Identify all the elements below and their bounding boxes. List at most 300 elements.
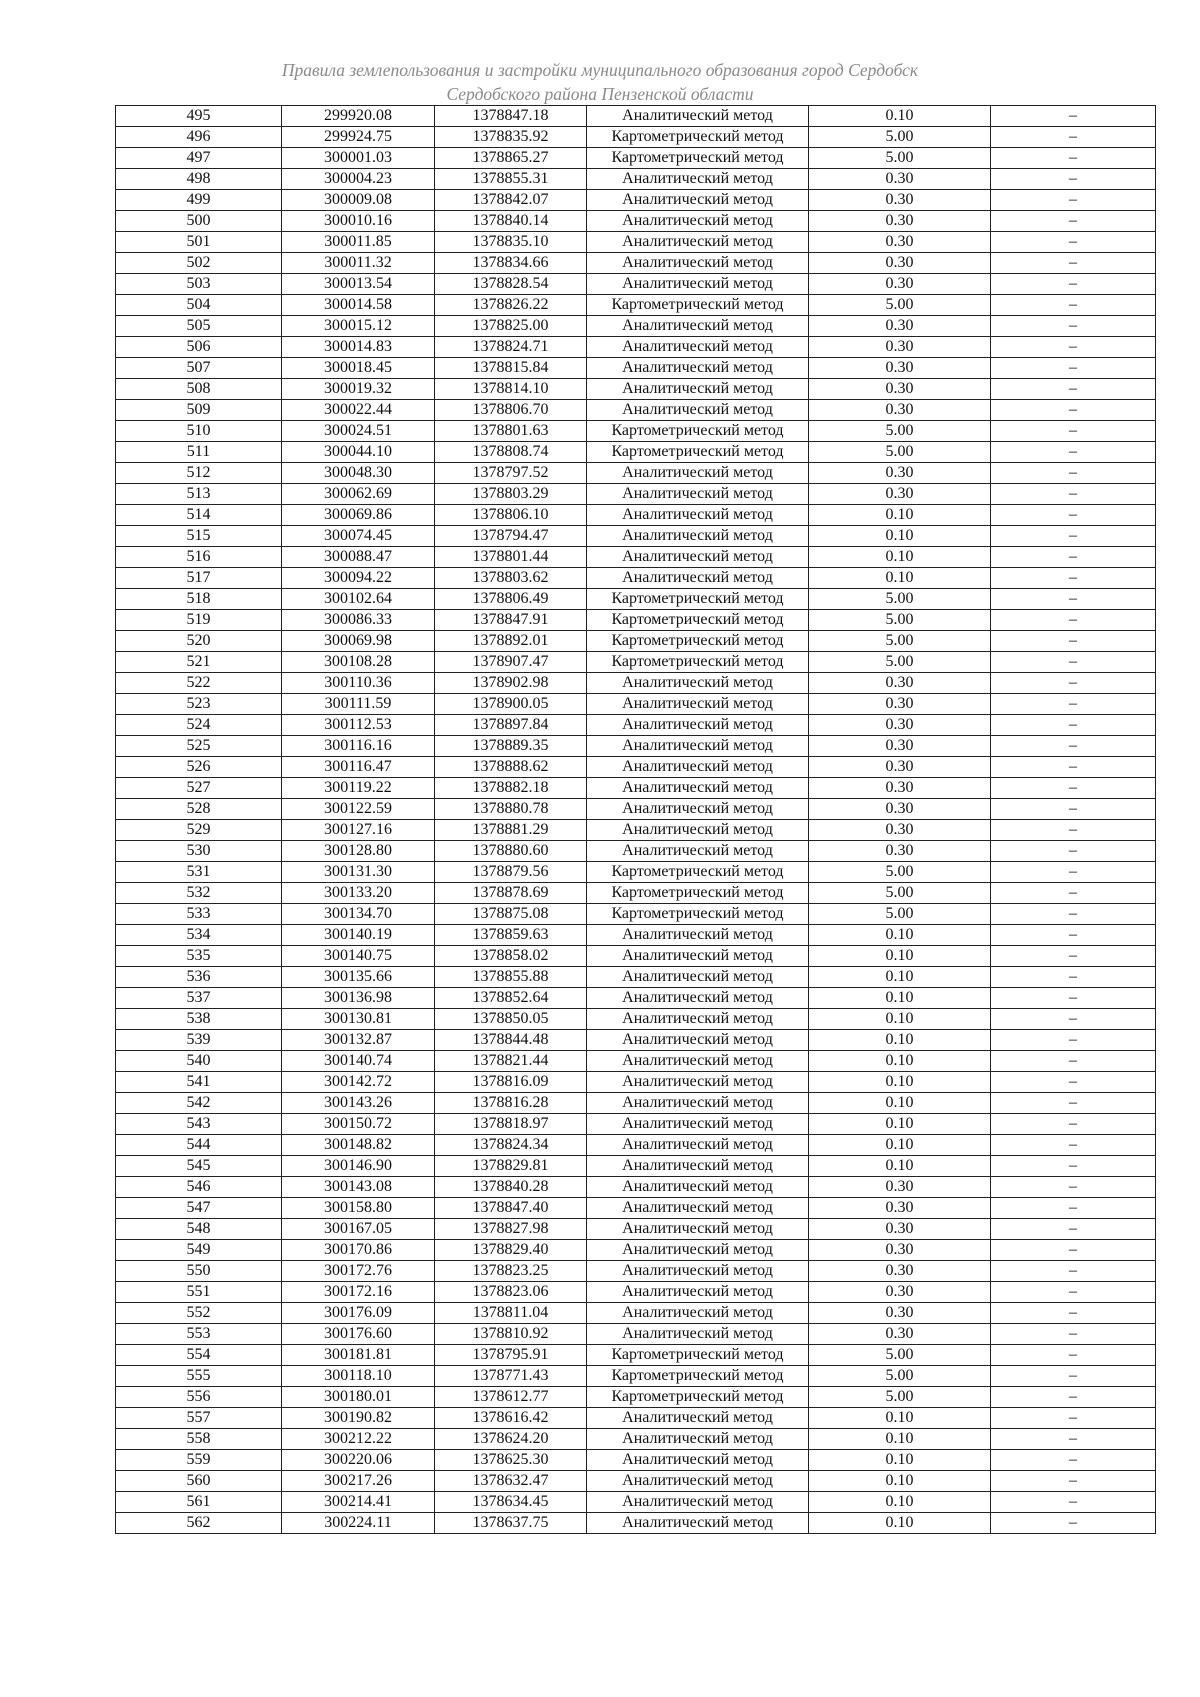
accuracy-cell: 0.10 (809, 1009, 991, 1030)
description-cell: – (991, 1072, 1156, 1093)
y-coordinate-cell: 1378881.29 (435, 820, 587, 841)
x-coordinate-cell: 300024.51 (282, 421, 435, 442)
table-row (116, 253, 1156, 274)
y-coordinate-cell: 1378842.07 (435, 190, 587, 211)
y-coordinate-cell: 1378632.47 (435, 1471, 587, 1492)
accuracy-cell: 5.00 (809, 610, 991, 631)
accuracy-cell: 0.10 (809, 1030, 991, 1051)
x-coordinate-cell: 300011.32 (282, 253, 435, 274)
method-cell: Аналитический метод (587, 505, 809, 526)
point-number-cell: 509 (116, 400, 282, 421)
x-coordinate-cell: 300122.59 (282, 799, 435, 820)
point-number-cell: 507 (116, 358, 282, 379)
description-cell: – (991, 1492, 1156, 1513)
y-coordinate-cell: 1378907.47 (435, 652, 587, 673)
table-row (116, 904, 1156, 925)
point-number-cell: 518 (116, 589, 282, 610)
x-coordinate-cell: 300069.86 (282, 505, 435, 526)
table-row (116, 232, 1156, 253)
y-coordinate-cell: 1378815.84 (435, 358, 587, 379)
table-row (116, 673, 1156, 694)
description-cell: – (991, 1345, 1156, 1366)
table-row (116, 211, 1156, 232)
x-coordinate-cell: 300112.53 (282, 715, 435, 736)
point-number-cell: 550 (116, 1261, 282, 1282)
method-cell: Аналитический метод (587, 988, 809, 1009)
x-coordinate-cell: 300048.30 (282, 463, 435, 484)
x-coordinate-cell: 300140.75 (282, 946, 435, 967)
method-cell: Аналитический метод (587, 568, 809, 589)
accuracy-cell: 0.30 (809, 736, 991, 757)
y-coordinate-cell: 1378794.47 (435, 526, 587, 547)
point-number-cell: 504 (116, 295, 282, 316)
header-line-2: Сердобского района Пензенской области (446, 84, 754, 104)
x-coordinate-cell: 300134.70 (282, 904, 435, 925)
point-number-cell: 523 (116, 694, 282, 715)
point-number-cell: 546 (116, 1177, 282, 1198)
description-cell: – (991, 1219, 1156, 1240)
method-cell: Картометрический метод (587, 127, 809, 148)
x-coordinate-cell: 300018.45 (282, 358, 435, 379)
point-number-cell: 557 (116, 1408, 282, 1429)
x-coordinate-cell: 300148.82 (282, 1135, 435, 1156)
table-row (116, 1450, 1156, 1471)
method-cell: Аналитический метод (587, 169, 809, 190)
method-cell: Аналитический метод (587, 1198, 809, 1219)
point-number-cell: 533 (116, 904, 282, 925)
y-coordinate-cell: 1378858.02 (435, 946, 587, 967)
description-cell: – (991, 1513, 1156, 1534)
x-coordinate-cell: 300140.19 (282, 925, 435, 946)
method-cell: Аналитический метод (587, 547, 809, 568)
x-coordinate-cell: 300116.47 (282, 757, 435, 778)
table-row (116, 1114, 1156, 1135)
description-cell: – (991, 1030, 1156, 1051)
x-coordinate-cell: 300143.08 (282, 1177, 435, 1198)
y-coordinate-cell: 1378811.04 (435, 1303, 587, 1324)
method-cell: Аналитический метод (587, 1177, 809, 1198)
table-row (116, 1471, 1156, 1492)
y-coordinate-cell: 1378847.18 (435, 106, 587, 127)
table-row (116, 967, 1156, 988)
accuracy-cell: 0.30 (809, 1303, 991, 1324)
y-coordinate-cell: 1378797.52 (435, 463, 587, 484)
y-coordinate-cell: 1378634.45 (435, 1492, 587, 1513)
y-coordinate-cell: 1378880.60 (435, 841, 587, 862)
x-coordinate-cell: 300158.80 (282, 1198, 435, 1219)
table-row (116, 715, 1156, 736)
accuracy-cell: 0.30 (809, 1177, 991, 1198)
accuracy-cell: 5.00 (809, 883, 991, 904)
table-row (116, 1093, 1156, 1114)
method-cell: Аналитический метод (587, 694, 809, 715)
point-number-cell: 562 (116, 1513, 282, 1534)
y-coordinate-cell: 1378847.91 (435, 610, 587, 631)
method-cell: Аналитический метод (587, 967, 809, 988)
point-number-cell: 530 (116, 841, 282, 862)
x-coordinate-cell: 300172.76 (282, 1261, 435, 1282)
point-number-cell: 522 (116, 673, 282, 694)
description-cell: – (991, 967, 1156, 988)
point-number-cell: 547 (116, 1198, 282, 1219)
point-number-cell: 544 (116, 1135, 282, 1156)
description-cell: – (991, 652, 1156, 673)
accuracy-cell: 0.10 (809, 1408, 991, 1429)
description-cell: – (991, 820, 1156, 841)
accuracy-cell: 0.30 (809, 463, 991, 484)
accuracy-cell: 0.10 (809, 106, 991, 127)
x-coordinate-cell: 300150.72 (282, 1114, 435, 1135)
y-coordinate-cell: 1378855.88 (435, 967, 587, 988)
table-row (116, 505, 1156, 526)
accuracy-cell: 0.10 (809, 1072, 991, 1093)
y-coordinate-cell: 1378810.92 (435, 1324, 587, 1345)
table-row (116, 274, 1156, 295)
point-number-cell: 506 (116, 337, 282, 358)
table-row (116, 295, 1156, 316)
y-coordinate-cell: 1378637.75 (435, 1513, 587, 1534)
description-cell: – (991, 253, 1156, 274)
table-row (116, 1303, 1156, 1324)
x-coordinate-cell: 300220.06 (282, 1450, 435, 1471)
method-cell: Картометрический метод (587, 589, 809, 610)
method-cell: Аналитический метод (587, 1051, 809, 1072)
accuracy-cell: 5.00 (809, 589, 991, 610)
description-cell: – (991, 1282, 1156, 1303)
x-coordinate-cell: 300118.10 (282, 1366, 435, 1387)
method-cell: Картометрический метод (587, 148, 809, 169)
x-coordinate-cell: 300131.30 (282, 862, 435, 883)
x-coordinate-cell: 300217.26 (282, 1471, 435, 1492)
description-cell: – (991, 904, 1156, 925)
x-coordinate-cell: 300062.69 (282, 484, 435, 505)
point-number-cell: 551 (116, 1282, 282, 1303)
point-number-cell: 532 (116, 883, 282, 904)
y-coordinate-cell: 1378852.64 (435, 988, 587, 1009)
method-cell: Аналитический метод (587, 757, 809, 778)
description-cell: – (991, 337, 1156, 358)
x-coordinate-cell: 300170.86 (282, 1240, 435, 1261)
accuracy-cell: 0.10 (809, 1156, 991, 1177)
table-row (116, 1051, 1156, 1072)
accuracy-cell: 0.10 (809, 925, 991, 946)
accuracy-cell: 5.00 (809, 1366, 991, 1387)
accuracy-cell: 0.10 (809, 1471, 991, 1492)
description-cell: – (991, 778, 1156, 799)
table-row (116, 736, 1156, 757)
description-cell: – (991, 1387, 1156, 1408)
description-cell: – (991, 106, 1156, 127)
x-coordinate-cell: 300011.85 (282, 232, 435, 253)
accuracy-cell: 0.10 (809, 988, 991, 1009)
method-cell: Аналитический метод (587, 274, 809, 295)
method-cell: Аналитический метод (587, 1408, 809, 1429)
y-coordinate-cell: 1378806.49 (435, 589, 587, 610)
point-number-cell: 497 (116, 148, 282, 169)
table-row (116, 1240, 1156, 1261)
point-number-cell: 521 (116, 652, 282, 673)
table-row (116, 1177, 1156, 1198)
x-coordinate-cell: 300088.47 (282, 547, 435, 568)
table-row (116, 1492, 1156, 1513)
method-cell: Аналитический метод (587, 1072, 809, 1093)
description-cell: – (991, 673, 1156, 694)
x-coordinate-cell: 300172.16 (282, 1282, 435, 1303)
x-coordinate-cell: 300176.09 (282, 1303, 435, 1324)
x-coordinate-cell: 300074.45 (282, 526, 435, 547)
point-number-cell: 505 (116, 316, 282, 337)
description-cell: – (991, 1450, 1156, 1471)
table-row (116, 337, 1156, 358)
y-coordinate-cell: 1378844.48 (435, 1030, 587, 1051)
x-coordinate-cell: 300086.33 (282, 610, 435, 631)
method-cell: Аналитический метод (587, 1492, 809, 1513)
point-number-cell: 527 (116, 778, 282, 799)
page-header (0, 58, 1200, 106)
y-coordinate-cell: 1378814.10 (435, 379, 587, 400)
method-cell: Аналитический метод (587, 1324, 809, 1345)
accuracy-cell: 0.10 (809, 1450, 991, 1471)
point-number-cell: 520 (116, 631, 282, 652)
point-number-cell: 508 (116, 379, 282, 400)
y-coordinate-cell: 1378801.63 (435, 421, 587, 442)
description-cell: – (991, 1471, 1156, 1492)
description-cell: – (991, 610, 1156, 631)
x-coordinate-cell: 299920.08 (282, 106, 435, 127)
y-coordinate-cell: 1378612.77 (435, 1387, 587, 1408)
method-cell: Аналитический метод (587, 946, 809, 967)
accuracy-cell: 0.30 (809, 778, 991, 799)
table-row (116, 925, 1156, 946)
method-cell: Картометрический метод (587, 1345, 809, 1366)
coordinates-table-body (116, 106, 1156, 1534)
table-row (116, 169, 1156, 190)
x-coordinate-cell: 300009.08 (282, 190, 435, 211)
x-coordinate-cell: 300176.60 (282, 1324, 435, 1345)
x-coordinate-cell: 300004.23 (282, 169, 435, 190)
description-cell: – (991, 736, 1156, 757)
description-cell: – (991, 715, 1156, 736)
accuracy-cell: 0.30 (809, 694, 991, 715)
table-row (116, 1156, 1156, 1177)
y-coordinate-cell: 1378850.05 (435, 1009, 587, 1030)
point-number-cell: 561 (116, 1492, 282, 1513)
x-coordinate-cell: 300130.81 (282, 1009, 435, 1030)
point-number-cell: 536 (116, 967, 282, 988)
description-cell: – (991, 631, 1156, 652)
y-coordinate-cell: 1378847.40 (435, 1198, 587, 1219)
point-number-cell: 525 (116, 736, 282, 757)
description-cell: – (991, 1177, 1156, 1198)
method-cell: Картометрический метод (587, 862, 809, 883)
y-coordinate-cell: 1378801.44 (435, 547, 587, 568)
method-cell: Аналитический метод (587, 1240, 809, 1261)
method-cell: Аналитический метод (587, 1156, 809, 1177)
method-cell: Аналитический метод (587, 1135, 809, 1156)
table-row (116, 778, 1156, 799)
description-cell: – (991, 484, 1156, 505)
description-cell: – (991, 1156, 1156, 1177)
accuracy-cell: 5.00 (809, 862, 991, 883)
accuracy-cell: 5.00 (809, 127, 991, 148)
accuracy-cell: 5.00 (809, 1387, 991, 1408)
method-cell: Картометрический метод (587, 1387, 809, 1408)
accuracy-cell: 0.30 (809, 400, 991, 421)
method-cell: Аналитический метод (587, 1093, 809, 1114)
description-cell: – (991, 169, 1156, 190)
accuracy-cell: 0.30 (809, 169, 991, 190)
y-coordinate-cell: 1378840.28 (435, 1177, 587, 1198)
table-row (116, 547, 1156, 568)
accuracy-cell: 0.30 (809, 820, 991, 841)
method-cell: Картометрический метод (587, 421, 809, 442)
method-cell: Картометрический метод (587, 442, 809, 463)
point-number-cell: 556 (116, 1387, 282, 1408)
x-coordinate-cell: 300127.16 (282, 820, 435, 841)
accuracy-cell: 0.10 (809, 1135, 991, 1156)
table-row (116, 379, 1156, 400)
x-coordinate-cell: 300140.74 (282, 1051, 435, 1072)
x-coordinate-cell: 300119.22 (282, 778, 435, 799)
table-row (116, 568, 1156, 589)
y-coordinate-cell: 1378816.09 (435, 1072, 587, 1093)
description-cell: – (991, 379, 1156, 400)
table-row (116, 127, 1156, 148)
accuracy-cell: 0.30 (809, 757, 991, 778)
accuracy-cell: 0.30 (809, 1261, 991, 1282)
y-coordinate-cell: 1378835.92 (435, 127, 587, 148)
method-cell: Аналитический метод (587, 736, 809, 757)
point-number-cell: 517 (116, 568, 282, 589)
table-row (116, 610, 1156, 631)
description-cell: – (991, 799, 1156, 820)
table-row (116, 757, 1156, 778)
description-cell: – (991, 568, 1156, 589)
table-row (116, 106, 1156, 127)
description-cell: – (991, 211, 1156, 232)
table-row (116, 883, 1156, 904)
y-coordinate-cell: 1378902.98 (435, 673, 587, 694)
method-cell: Картометрический метод (587, 904, 809, 925)
method-cell: Картометрический метод (587, 295, 809, 316)
x-coordinate-cell: 300214.41 (282, 1492, 435, 1513)
point-number-cell: 545 (116, 1156, 282, 1177)
accuracy-cell: 0.10 (809, 1114, 991, 1135)
method-cell: Картометрический метод (587, 1366, 809, 1387)
table-row (116, 1366, 1156, 1387)
point-number-cell: 511 (116, 442, 282, 463)
description-cell: – (991, 694, 1156, 715)
accuracy-cell: 0.30 (809, 358, 991, 379)
point-number-cell: 502 (116, 253, 282, 274)
y-coordinate-cell: 1378818.97 (435, 1114, 587, 1135)
description-cell: – (991, 274, 1156, 295)
y-coordinate-cell: 1378771.43 (435, 1366, 587, 1387)
point-number-cell: 535 (116, 946, 282, 967)
accuracy-cell: 0.10 (809, 547, 991, 568)
x-coordinate-cell: 300094.22 (282, 568, 435, 589)
table-row (116, 694, 1156, 715)
accuracy-cell: 5.00 (809, 295, 991, 316)
x-coordinate-cell: 300044.10 (282, 442, 435, 463)
description-cell: – (991, 1093, 1156, 1114)
y-coordinate-cell: 1378855.31 (435, 169, 587, 190)
table-row (116, 1198, 1156, 1219)
table-row (116, 400, 1156, 421)
description-cell: – (991, 358, 1156, 379)
x-coordinate-cell: 300108.28 (282, 652, 435, 673)
point-number-cell: 499 (116, 190, 282, 211)
point-number-cell: 515 (116, 526, 282, 547)
accuracy-cell: 0.30 (809, 232, 991, 253)
method-cell: Аналитический метод (587, 211, 809, 232)
description-cell: – (991, 547, 1156, 568)
header-line-1: Правила землепользования и застройки муниципального образования город Сердобск (281, 60, 919, 80)
accuracy-cell: 0.30 (809, 337, 991, 358)
y-coordinate-cell: 1378900.05 (435, 694, 587, 715)
y-coordinate-cell: 1378825.00 (435, 316, 587, 337)
point-number-cell: 549 (116, 1240, 282, 1261)
table-row (116, 631, 1156, 652)
method-cell: Аналитический метод (587, 1030, 809, 1051)
x-coordinate-cell: 300190.82 (282, 1408, 435, 1429)
accuracy-cell: 0.30 (809, 274, 991, 295)
y-coordinate-cell: 1378824.71 (435, 337, 587, 358)
x-coordinate-cell: 300013.54 (282, 274, 435, 295)
y-coordinate-cell: 1378834.66 (435, 253, 587, 274)
table-row (116, 1429, 1156, 1450)
table-row (116, 862, 1156, 883)
table-row (116, 526, 1156, 547)
table-row (116, 1135, 1156, 1156)
description-cell: – (991, 1408, 1156, 1429)
x-coordinate-cell: 299924.75 (282, 127, 435, 148)
method-cell: Картометрический метод (587, 631, 809, 652)
x-coordinate-cell: 300014.58 (282, 295, 435, 316)
y-coordinate-cell: 1378878.69 (435, 883, 587, 904)
table-row (116, 1513, 1156, 1534)
y-coordinate-cell: 1378888.62 (435, 757, 587, 778)
description-cell: – (991, 1051, 1156, 1072)
method-cell: Аналитический метод (587, 484, 809, 505)
point-number-cell: 559 (116, 1450, 282, 1471)
y-coordinate-cell: 1378616.42 (435, 1408, 587, 1429)
point-number-cell: 500 (116, 211, 282, 232)
table-row (116, 316, 1156, 337)
accuracy-cell: 0.30 (809, 1240, 991, 1261)
point-number-cell: 541 (116, 1072, 282, 1093)
method-cell: Аналитический метод (587, 1114, 809, 1135)
coordinates-table (115, 105, 1156, 1534)
table-row (116, 1030, 1156, 1051)
method-cell: Аналитический метод (587, 799, 809, 820)
y-coordinate-cell: 1378828.54 (435, 274, 587, 295)
method-cell: Аналитический метод (587, 1429, 809, 1450)
description-cell: – (991, 190, 1156, 211)
table-row (116, 148, 1156, 169)
method-cell: Картометрический метод (587, 610, 809, 631)
y-coordinate-cell: 1378823.25 (435, 1261, 587, 1282)
method-cell: Аналитический метод (587, 1219, 809, 1240)
x-coordinate-cell: 300180.01 (282, 1387, 435, 1408)
y-coordinate-cell: 1378625.30 (435, 1450, 587, 1471)
method-cell: Аналитический метод (587, 358, 809, 379)
description-cell: – (991, 1324, 1156, 1345)
description-cell: – (991, 1114, 1156, 1135)
y-coordinate-cell: 1378826.22 (435, 295, 587, 316)
accuracy-cell: 0.30 (809, 379, 991, 400)
y-coordinate-cell: 1378829.40 (435, 1240, 587, 1261)
